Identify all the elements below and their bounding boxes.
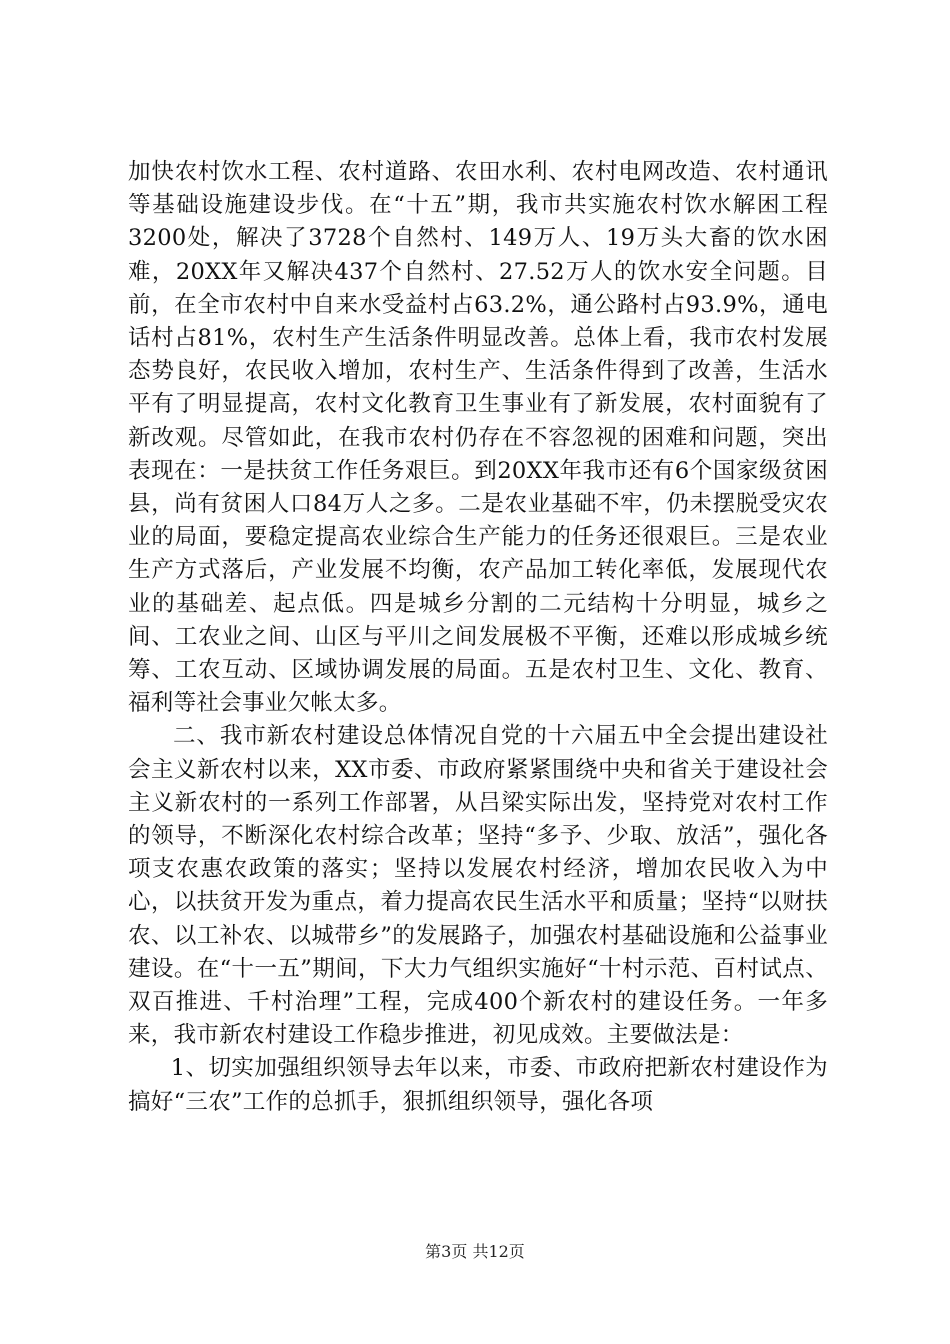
page-footer bbox=[0, 1242, 950, 1262]
document-body bbox=[128, 156, 828, 1119]
paragraph-rural-infrastructure: 加快农村饮水工程、农村道路、农田水利、农村电网改造、农村通讯等基础设施建设步伐。在“十五”期，我市共实施农村饮水解困工程3200处，解决了3728个自然村、149万人、19万头大畜的饮水困难，20XX年又解决437个自然村、27.52万人的饮水安全问题。目前，在全市农村中自来水受益村占63.2%，通公路村占93.9%，通电话村占81%，农村生产生活条件明显改善。总体上看，我市农村发展态势良好，农民收入增加，农村生产、生活条件得到了改善，生活水平有了明显提高，农村文化教育卫生事业有了新发展，农村面貌有了新改观。尽管如此，在我市农村仍存在不容忽视的困难和问题，突出表现在：一是扶贫工作任务艰巨。到20XX年我市还有6个国家级贫困县，尚有贫困人口84万人之多。二是农业基础不牢，仍未摆脱受灾农业的局面，要稳定提高农业综合生产能力的任务还很艰巨。三是农业生产方式落后，产业发展不均衡，农产品加工转化率低，发展现代农业的基础差、起点低。四是城乡分割的二元结构十分明显，城乡之间、工农业之间、山区与平川之间发展极不平衡，还难以形成城乡统筹、工农互动、区域协调发展的局面。五是农村卫生、文化、教育、福利等社会事业欠帐太多。 bbox=[128, 159, 828, 717]
paragraph-section-two: 二、我市新农村建设总体情况自党的十六届五中全会提出建设社会主义新农村以来，XX市委、市政府紧紧围绕中央和省关于建设社会主义新农村的一系列工作部署，从吕梁实际出发，坚持党对农村工作的领导，不断深化农村综合改革；坚持“多予、少取、放活”，强化各项支农惠农政策的落实；坚持以发展农村经济，增加农民收入为中心，以扶贫开发为重点，着力提高农民生活水平和质量；坚持“以财扶农、以工补农、以城带乡”的发展路子，加强农村基础设施和公益事业建设。在“十一五”期间，下大力气组织实施好“十村示范、百村试点、双百推进、千村治理”工程，完成400个新农村的建设任务。一年多来，我市新农村建设工作稳步推进，初见成效。主要做法是： bbox=[128, 723, 828, 1049]
page-number-label: 第3页 共12页 bbox=[425, 1242, 525, 1261]
paragraph-organization-leadership: 1、切实加强组织领导去年以来，市委、市政府把新农村建设作为搞好“三农”工作的总抓手，狠抓组织领导，强化各项 bbox=[128, 1055, 828, 1115]
